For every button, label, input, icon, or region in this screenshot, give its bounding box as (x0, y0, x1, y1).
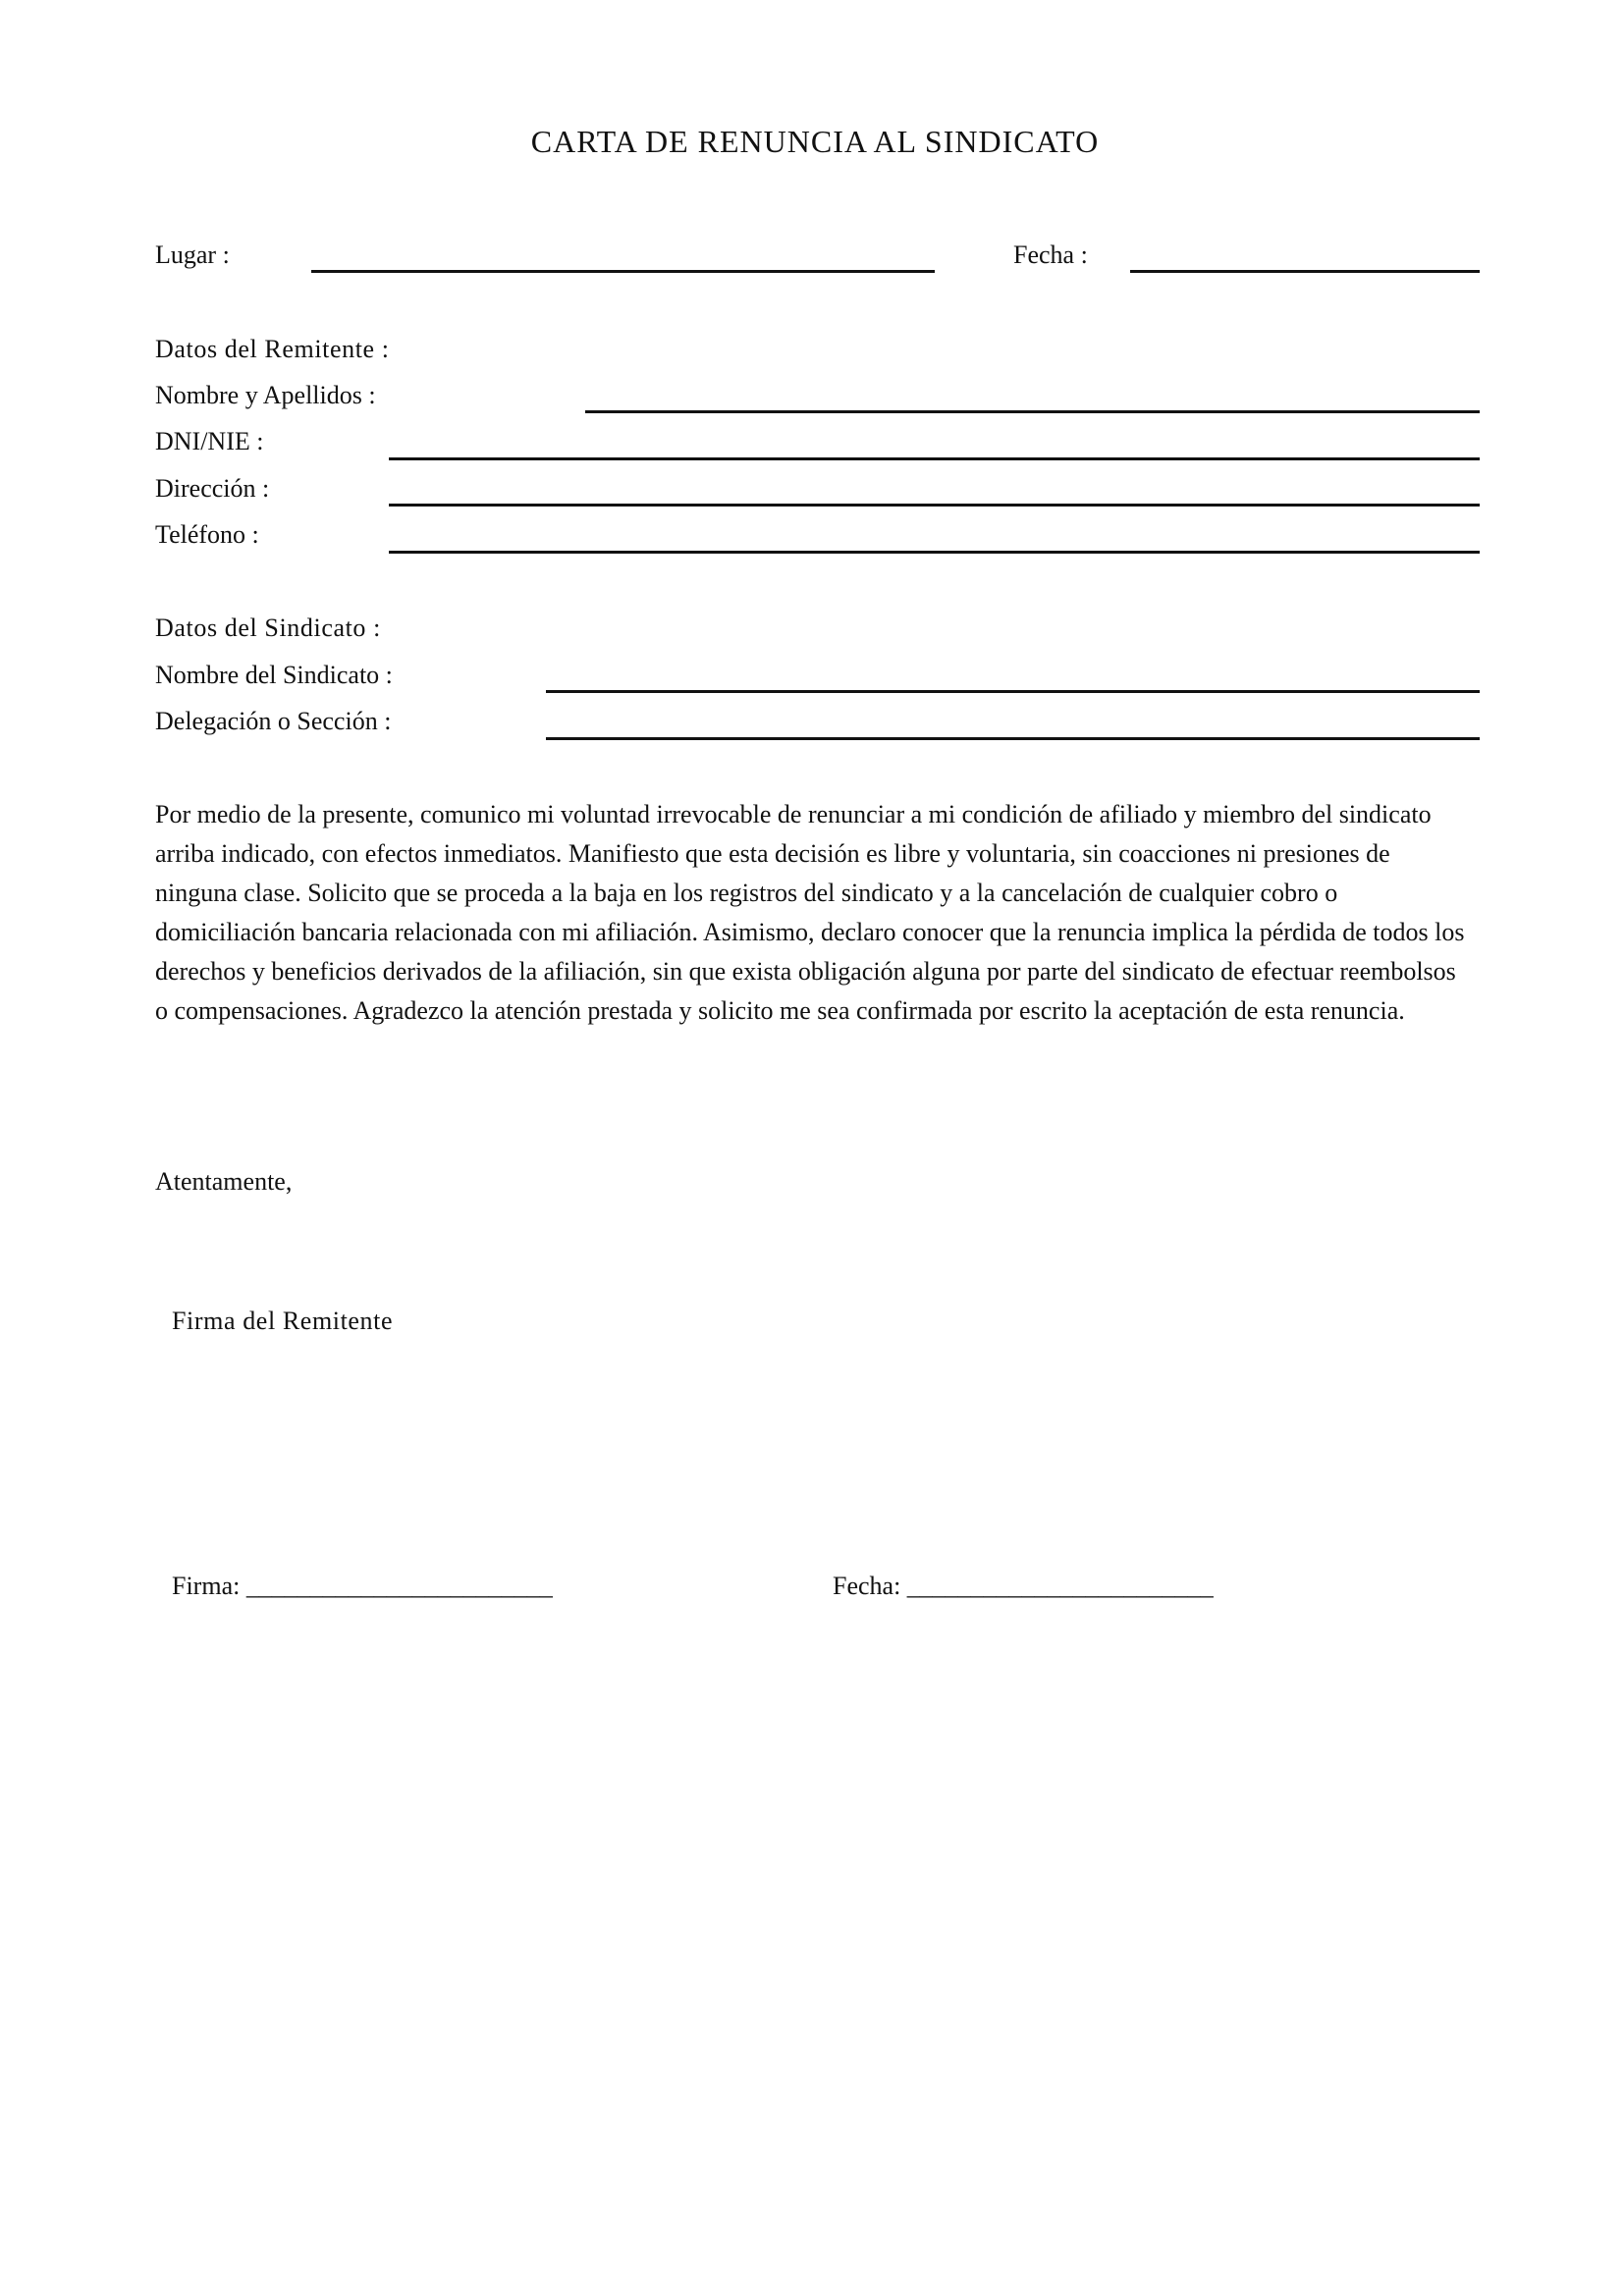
sender-address-field[interactable] (389, 504, 1480, 507)
sender-name-label: Nombre y Apellidos : (155, 381, 376, 409)
footer-signature-field[interactable]: Firma: ________________________ (172, 1572, 553, 1600)
sender-phone-field[interactable] (389, 551, 1480, 554)
letter-body: Por medio de la presente, comunico mi voluntad irrevocable de renunciar a mi condición de afiliado y miembro del sindicato arriba indicado, con efectos inmediatos. Manifiesto que esta decisión es libre y voluntaria, sin coacciones ni presiones de ninguna clase. Solicito que se proceda a la baja en los registros del sindicato y a la cancelación de cualquier cobro o domiciliación bancaria relacionada con mi afiliación. Asimismo, declaro conocer que la renuncia implica la pérdida de todos los derechos y beneficios derivados de la afiliación, sin que exista obligación alguna por parte del sindicato de efectuar reembolsos o compensaciones. Agradezco la atención prestada y solicito me sea confirmada por escrito la aceptación de esta renuncia. (155, 800, 1465, 1025)
date-label: Fecha : (1013, 240, 1088, 269)
signature-caption: Firma del Remitente (172, 1307, 394, 1335)
sender-address-label: Dirección : (155, 474, 270, 503)
sender-phone-label: Teléfono : (155, 520, 259, 549)
date-field[interactable] (1130, 270, 1480, 273)
sender-id-field[interactable] (389, 457, 1480, 460)
union-branch-label: Delegación o Sección : (155, 707, 392, 735)
union-section-heading: Datos del Sindicato : (155, 614, 381, 642)
closing-text: Atentamente, (155, 1167, 293, 1196)
union-branch-field[interactable] (546, 737, 1480, 740)
union-name-field[interactable] (546, 690, 1480, 693)
place-field[interactable] (311, 270, 935, 273)
footer-date-field[interactable]: Fecha: ________________________ (833, 1572, 1214, 1600)
document-title: CARTA DE RENUNCIA AL SINDICATO (530, 124, 1100, 159)
sender-id-label: DNI/NIE : (155, 427, 264, 455)
place-label: Lugar : (155, 240, 230, 269)
sender-section-heading: Datos del Remitente : (155, 335, 390, 363)
sender-name-field[interactable] (585, 410, 1480, 413)
union-name-label: Nombre del Sindicato : (155, 661, 393, 689)
